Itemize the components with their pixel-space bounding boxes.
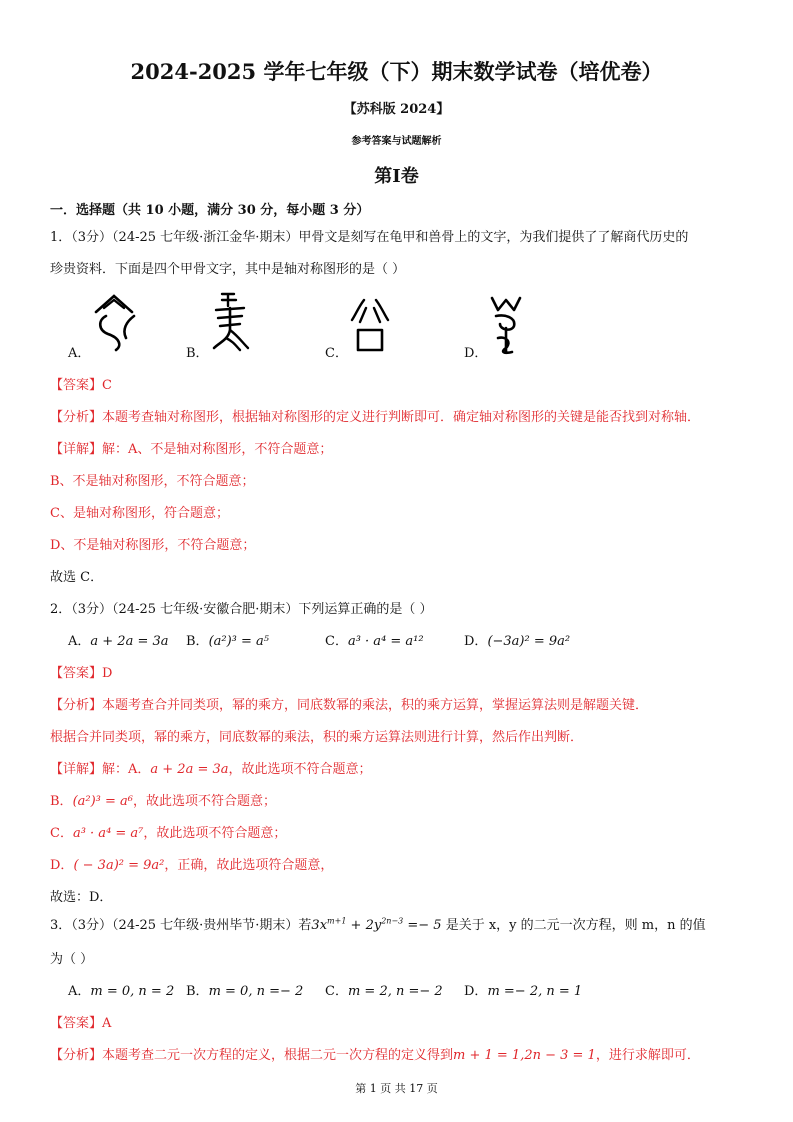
page-footer: 第 1 页 共 17 页 [355, 1082, 438, 1095]
q1-option-b-label: B． [186, 346, 209, 361]
q3-option-b-label: B． [186, 984, 209, 999]
q2-detail-d-math: ( − 3a)² = 9a² [73, 858, 165, 873]
q3-option-c [325, 980, 443, 999]
subtitle: 参考答案与试题解析 [351, 136, 442, 147]
q2-detail-b [50, 790, 276, 809]
q3-stem-math2: + 2y [346, 918, 382, 933]
q2-option-b-label: B． [186, 634, 209, 649]
q1-option-c-label: C． [325, 346, 348, 361]
q2-detail-c-math: a³ · a⁴ = a⁷ [72, 826, 144, 841]
edition-label: 【苏科版 2024】 [343, 102, 450, 117]
q2-detail-d-prefix: D． [50, 858, 74, 873]
q2-option-b [186, 630, 269, 649]
q2-option-d-label: D． [464, 634, 488, 649]
q2-option-a-label: A． [68, 634, 91, 649]
q2-option-a-math: a + 2a = 3a [90, 634, 169, 649]
q1-stem-line1: 1．（3分）（24-25 七年级·浙江金华·期末）甲骨文是刻写在龟甲和兽骨上的文字，为我们提供了了解商代历史的 [50, 230, 689, 245]
q3-stem-suffix: 是关于 x，y 的二元一次方程，则 m，n 的值 [441, 918, 706, 933]
q3-option-d-label: D． [464, 984, 488, 999]
q2-detail-c-prefix: C． [50, 826, 73, 841]
q2-option-d-math: (−3a)² = 9a² [487, 634, 571, 649]
q1-analysis: 【分析】本题考查轴对称图形，根据轴对称图形的定义进行判断即可．确定轴对称图形的关键是能否找到对称轴． [50, 410, 701, 425]
oracle-glyph-d-icon [486, 294, 526, 356]
q3-stem-line1 [50, 914, 706, 933]
q2-detail-c [50, 822, 286, 841]
q3-answer: 【答案】A [50, 1016, 112, 1031]
q1-stem-line2: 珍贵资料．下面是四个甲骨文字，其中是轴对称图形的是（ ） [50, 262, 406, 277]
q2-detail-a [50, 758, 372, 777]
oracle-glyph-c-icon [348, 296, 392, 356]
q2-detail-d [50, 854, 333, 873]
q2-option-a [68, 630, 169, 649]
q3-stem-sup2: 2n−3 [381, 916, 404, 926]
volume-heading: 第I卷 [374, 166, 419, 187]
q2-analysis-2: 根据合并同类项，幂的乘方，同底数幂的乘法，积的乘方运算法则进行计算，然后作出判断． [50, 730, 584, 745]
q2-analysis-1: 【分析】本题考查合并同类项，幂的乘方，同底数幂的乘法，积的乘方运算，掌握运算法则是解题关键． [50, 698, 649, 713]
q2-answer: 【答案】D [50, 666, 113, 681]
q3-stem-prefix: 3．（3分）（24-25 七年级·贵州毕节·期末）若 [50, 918, 312, 933]
q2-detail-d-suffix: ，正确，故此选项符合题意， [164, 858, 334, 873]
q1-conclusion: 故选 C． [50, 570, 104, 585]
q2-detail-a-suffix: ，故此选项不符合题意； [228, 762, 372, 777]
q3-option-c-math: m = 2, n =− 2 [347, 984, 443, 999]
q3-stem-math: 3x [311, 918, 328, 933]
q3-option-a-label: A． [68, 984, 91, 999]
q3-option-b [186, 980, 303, 999]
q1-option-a-label: A． [68, 346, 91, 361]
q2-conclusion: 故选：D． [50, 890, 113, 905]
q2-option-d [464, 630, 570, 649]
q3-option-d [464, 980, 582, 999]
oracle-glyph-b-icon [208, 290, 254, 354]
q2-stem: 2．（3分）（24-25 七年级·安徽合肥·期末）下列运算正确的是（ ） [50, 602, 433, 617]
q2-option-c-math: a³ · a⁴ = a¹² [347, 634, 424, 649]
q3-option-b-math: m = 0, n =− 2 [208, 984, 304, 999]
q3-analysis-math: m + 1 = 1,2n − 3 = 1 [453, 1048, 596, 1063]
q1-detail-d: D、不是轴对称图形，不符合题意； [50, 538, 256, 553]
q3-analysis-suffix: ，进行求解即可． [595, 1048, 700, 1063]
page-title: 2024-2025 学年七年级（下）期末数学试卷（培优卷） [130, 59, 663, 84]
q2-detail-c-suffix: ，故此选项不符合题意； [143, 826, 287, 841]
q3-option-c-label: C． [325, 984, 348, 999]
q3-stem-line2: 为（ ） [50, 952, 94, 967]
q1-detail: 【详解】解：A、不是轴对称图形，不符合题意； [50, 442, 333, 457]
q2-detail-a-prefix: 【详解】解：A． [50, 762, 151, 777]
q2-detail-b-math: (a²)³ = a⁶ [72, 794, 133, 809]
q2-detail-a-math: a + 2a = 3a [150, 762, 229, 777]
q3-stem-math3: =− 5 [403, 918, 442, 933]
section-heading: 一．选择题（共 10 小题，满分 30 分，每小题 3 分） [50, 203, 370, 218]
q2-option-c [325, 630, 424, 649]
q3-analysis-prefix: 【分析】本题考查二元一次方程的定义，根据二元一次方程的定义得到 [50, 1048, 454, 1063]
q3-analysis [50, 1044, 700, 1063]
q1-detail-c: C、是轴对称图形，符合题意； [50, 506, 229, 521]
q1-option-d-label: D． [464, 346, 488, 361]
q3-option-a-math: m = 0, n = 2 [90, 984, 175, 999]
q2-detail-b-suffix: ，故此选项不符合题意； [133, 794, 277, 809]
q3-option-a [68, 980, 174, 999]
q2-option-b-math: (a²)³ = a⁵ [208, 634, 269, 649]
q1-detail-b: B、不是轴对称图形，不符合题意； [50, 474, 255, 489]
q1-answer: 【答案】C [50, 378, 112, 393]
q3-option-d-math: m =− 2, n = 1 [487, 984, 583, 999]
q2-detail-b-prefix: B． [50, 794, 73, 809]
oracle-glyph-a-icon [92, 290, 144, 354]
q2-option-c-label: C． [325, 634, 348, 649]
q3-stem-sup1: m+1 [327, 916, 347, 926]
